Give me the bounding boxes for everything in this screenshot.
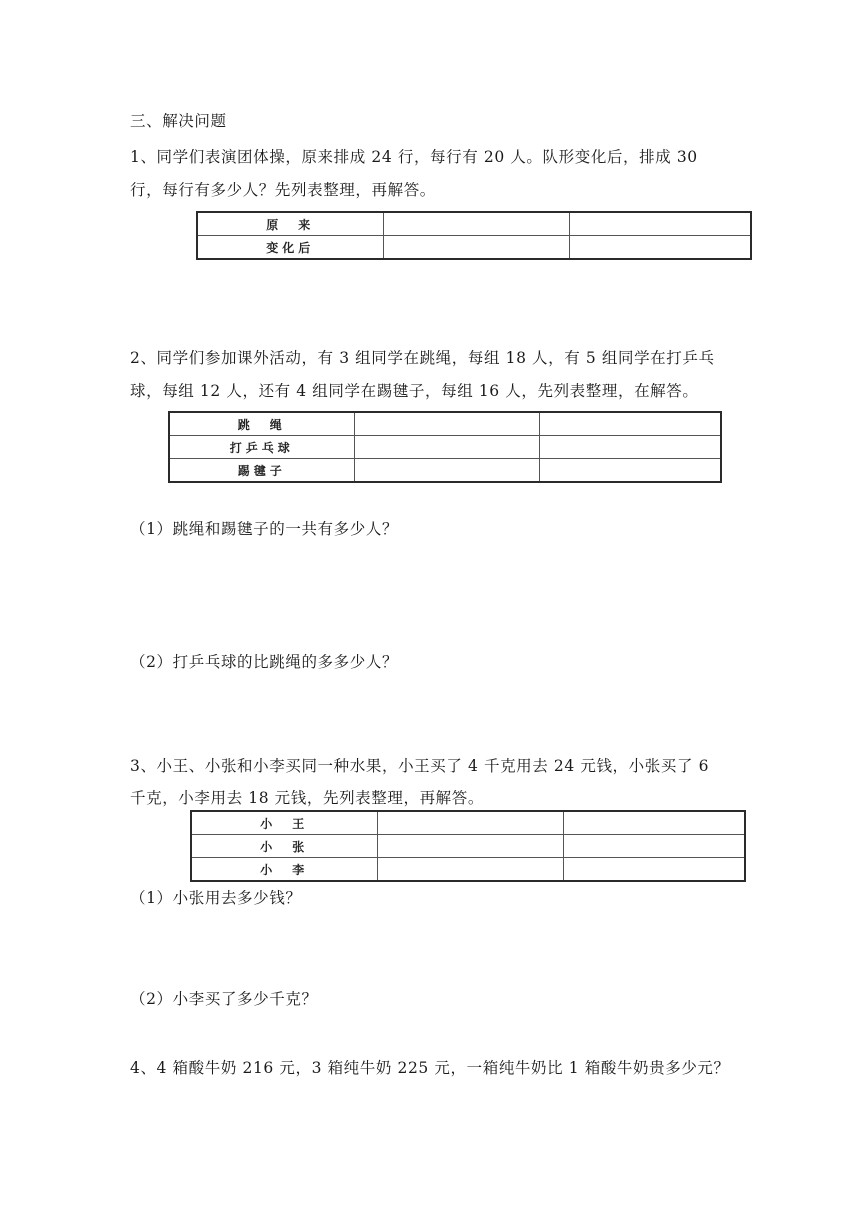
table-cell-empty [354, 412, 539, 436]
q1-text-line2: 行，每行有多少人？先列表整理，再解答。 [130, 181, 436, 199]
table-cell-empty [383, 236, 569, 260]
table-row [169, 412, 721, 436]
table-cell-empty [354, 459, 539, 483]
q3-row-label: 小 王 [191, 811, 377, 835]
q1-row-label: 变化后 [197, 236, 383, 260]
q3-subquestion-2: （2）小李买了多少千克？ [130, 990, 318, 1008]
table-cell-empty [354, 436, 539, 459]
table-cell-empty [569, 212, 751, 236]
q3-row-label: 小 李 [191, 858, 377, 882]
table-row [169, 436, 721, 459]
q3-text-line1: 3、小王、小张和小李买同一种水果，小王买了 4 千克用去 24 元钱，小张买了 6 [130, 757, 710, 775]
table-row [191, 835, 745, 858]
q2-row-label: 踢毽子 [169, 459, 354, 483]
q1-row-label: 原 来 [197, 212, 383, 236]
table-cell-empty [563, 811, 745, 835]
q2-table [168, 411, 722, 483]
q2-text-line1: 2、同学们参加课外活动，有 3 组同学在跳绳，每组 18 人，有 5 组同学在打乒乓 [130, 349, 715, 367]
q1-text-line1: 1、同学们表演团体操，原来排成 24 行，每行有 20 人。队形变化后，排成 30 [130, 148, 698, 166]
table-cell-empty [539, 436, 721, 459]
q3-table [190, 810, 746, 882]
table-cell-empty [377, 858, 563, 882]
q2-subquestion-1: （1）跳绳和踢毽子的一共有多少人？ [130, 520, 399, 538]
table-row [197, 212, 751, 236]
table-cell-empty [539, 459, 721, 483]
q3-subquestion-1: （1）小张用去多少钱？ [130, 889, 302, 907]
q2-subquestion-2: （2）打乒乓球的比跳绳的多多少人？ [130, 653, 399, 671]
q3-text-line2: 千克，小李用去 18 元钱，先列表整理，再解答。 [130, 789, 484, 807]
table-cell-empty [563, 858, 745, 882]
table-row [197, 236, 751, 260]
table-row [191, 811, 745, 835]
table-cell-empty [383, 212, 569, 236]
section-title: 三、解决问题 [130, 112, 227, 130]
q2-text-line2: 球，每组 12 人，还有 4 组同学在踢毽子，每组 16 人，先列表整理，在解答。 [130, 382, 699, 400]
table-cell-empty [569, 236, 751, 260]
q4-text-line1: 4、4 箱酸牛奶 216 元，3 箱纯牛奶 225 元，一箱纯牛奶比 1 箱酸牛奶贵多少元？ [130, 1059, 730, 1077]
table-row [191, 858, 745, 882]
table-cell-empty [377, 835, 563, 858]
q2-row-label: 打乒乓球 [169, 436, 354, 459]
q3-row-label: 小 张 [191, 835, 377, 858]
table-row [169, 459, 721, 483]
q2-row-label: 跳 绳 [169, 412, 354, 436]
q1-table [196, 211, 752, 260]
table-cell-empty [377, 811, 563, 835]
table-cell-empty [563, 835, 745, 858]
table-cell-empty [539, 412, 721, 436]
